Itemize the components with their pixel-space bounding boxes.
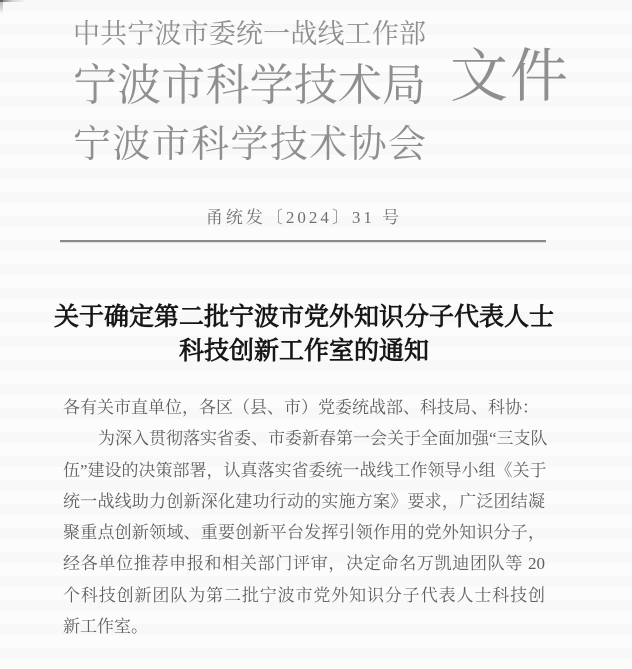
document-title-line-1: 关于确定第二批宁波市党外知识分子代表人士	[53, 304, 554, 331]
issuing-org-line-1: 中共宁波市委统一战线工作部	[73, 19, 426, 49]
body-last-line: 新工作室。	[63, 617, 148, 637]
letterhead-divider-rule	[60, 240, 546, 242]
doc-reference-number: 甬统发〔2024〕31 号	[205, 208, 403, 227]
body-line: 为深入贯彻落实省委、市委新春第一会关于全面加强“三支队	[98, 429, 548, 449]
body-line: 伍”建设的决策部署，认真落实省委统一战线工作领导小组《关于	[63, 460, 547, 480]
scan-edge-artifact	[0, 0, 26, 2]
document-title-line-2: 科技创新工作室的通知	[178, 338, 429, 365]
scan-edge-artifact-vertical	[0, 0, 3, 14]
body-salutation-line: 各有关市直单位，各区（县、市）党委统战部、科技局、科协：	[63, 398, 539, 417]
document-title	[43, 301, 565, 369]
issuing-org-line-2: 宁波市科学技术局	[73, 61, 426, 110]
body-line: 经各单位推荐申报和相关部门评审，决定命名万凯迪团队等 20	[63, 554, 545, 574]
issuing-org-line-3: 宁波市科学技术协会	[73, 124, 426, 166]
document-body	[63, 392, 548, 642]
body-line: 个科技创新团队为第二批宁波市党外知识分子代表人士科技创	[63, 585, 545, 605]
doc-type-label: 文件	[450, 44, 571, 109]
body-line: 聚重点创新领域、重要创新平台发挥引领作用的党外知识分子，	[63, 523, 545, 543]
body-line: 统一战线助力创新深化建功行动的实施方案》要求，广泛团结凝	[63, 491, 545, 511]
letterhead	[73, 16, 426, 172]
